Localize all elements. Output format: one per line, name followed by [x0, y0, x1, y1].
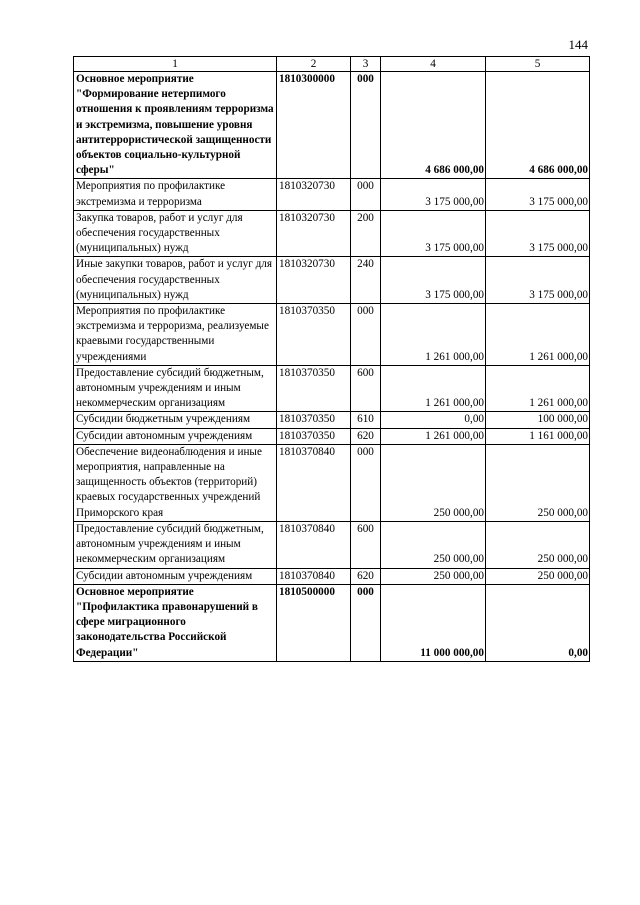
row-value-col5: 100 000,00 — [486, 412, 590, 428]
row-value-col5: 250 000,00 — [486, 521, 590, 568]
table-header-row — [74, 57, 590, 72]
row-name: Обеспечение видеонаблюдения и иные мероприятия, направленные на защищенность объектов (территорий) краевых государственных учреждений Приморского края — [74, 444, 277, 521]
row-code: 1810370350 — [277, 365, 351, 412]
row-subcode: 240 — [351, 257, 381, 304]
row-value-col4: 3 175 000,00 — [381, 257, 486, 304]
row-value-col5: 3 175 000,00 — [486, 179, 590, 210]
table-row — [74, 257, 590, 304]
table-row — [74, 179, 590, 210]
table-row — [74, 444, 590, 521]
row-code: 1810370350 — [277, 412, 351, 428]
row-value-col5: 250 000,00 — [486, 444, 590, 521]
row-value-col4: 4 686 000,00 — [381, 72, 486, 179]
table-row — [74, 568, 590, 584]
row-code: 1810370350 — [277, 428, 351, 444]
table-row — [74, 365, 590, 412]
header-col-1: 1 — [74, 57, 277, 72]
table-row — [74, 521, 590, 568]
row-value-col5: 3 175 000,00 — [486, 210, 590, 257]
header-col-3: 3 — [351, 57, 381, 72]
row-name: Мероприятия по профилактике экстремизма и терроризма — [74, 179, 277, 210]
row-subcode: 600 — [351, 521, 381, 568]
table-row — [74, 72, 590, 179]
table-row — [74, 304, 590, 366]
row-name: Субсидии автономным учреждениям — [74, 428, 277, 444]
row-value-col5: 1 261 000,00 — [486, 365, 590, 412]
row-name: Субсидии бюджетным учреждениям — [74, 412, 277, 428]
row-subcode: 000 — [351, 304, 381, 366]
row-subcode: 620 — [351, 428, 381, 444]
row-code: 1810320730 — [277, 257, 351, 304]
row-value-col4: 1 261 000,00 — [381, 428, 486, 444]
row-name: Предоставление субсидий бюджетным, автономным учреждениям и иным некоммерческим организациям — [74, 365, 277, 412]
row-value-col5: 1 161 000,00 — [486, 428, 590, 444]
row-value-col5: 1 261 000,00 — [486, 304, 590, 366]
row-value-col4: 3 175 000,00 — [381, 179, 486, 210]
table-row — [74, 412, 590, 428]
row-value-col4: 1 261 000,00 — [381, 365, 486, 412]
row-value-col5: 4 686 000,00 — [486, 72, 590, 179]
row-subcode: 000 — [351, 72, 381, 179]
row-name: Иные закупки товаров, работ и услуг для обеспечения государственных (муниципальных) нужд — [74, 257, 277, 304]
row-name: Предоставление субсидий бюджетным, автономным учреждениям и иным некоммерческим организациям — [74, 521, 277, 568]
row-value-col5: 250 000,00 — [486, 568, 590, 584]
row-subcode: 620 — [351, 568, 381, 584]
header-col-4: 4 — [381, 57, 486, 72]
row-value-col4: 250 000,00 — [381, 444, 486, 521]
row-value-col5: 0,00 — [486, 584, 590, 661]
row-subcode: 610 — [351, 412, 381, 428]
page-number: 144 — [568, 37, 588, 52]
row-value-col4: 11 000 000,00 — [381, 584, 486, 661]
table-row — [74, 428, 590, 444]
header-col-2: 2 — [277, 57, 351, 72]
row-name: Основное мероприятие "Формирование нетерпимого отношения к проявлениям терроризма и экстремизма, повышение уровня антитеррористической защищенности объектов социально-культурной сферы" — [74, 72, 277, 179]
row-value-col4: 0,00 — [381, 412, 486, 428]
row-code: 1810320730 — [277, 179, 351, 210]
row-subcode: 200 — [351, 210, 381, 257]
row-value-col4: 3 175 000,00 — [381, 210, 486, 257]
row-name: Закупка товаров, работ и услуг для обеспечения государственных (муниципальных) нужд — [74, 210, 277, 257]
row-name: Основное мероприятие "Профилактика правонарушений в сфере миграционного законодательства Российской Федерации" — [74, 584, 277, 661]
header-col-5: 5 — [486, 57, 590, 72]
row-subcode: 000 — [351, 584, 381, 661]
row-code: 1810500000 — [277, 584, 351, 661]
table-row — [74, 584, 590, 661]
row-code: 1810300000 — [277, 72, 351, 179]
row-value-col5: 3 175 000,00 — [486, 257, 590, 304]
table-row — [74, 210, 590, 257]
budget-table — [73, 56, 590, 662]
row-code: 1810370840 — [277, 521, 351, 568]
row-subcode: 000 — [351, 179, 381, 210]
row-code: 1810370840 — [277, 568, 351, 584]
row-value-col4: 1 261 000,00 — [381, 304, 486, 366]
row-value-col4: 250 000,00 — [381, 568, 486, 584]
row-code: 1810370840 — [277, 444, 351, 521]
row-name: Субсидии автономным учреждениям — [74, 568, 277, 584]
row-code: 1810320730 — [277, 210, 351, 257]
row-value-col4: 250 000,00 — [381, 521, 486, 568]
row-name: Мероприятия по профилактике экстремизма и терроризма, реализуемые краевыми государственными учреждениями — [74, 304, 277, 366]
row-code: 1810370350 — [277, 304, 351, 366]
row-subcode: 000 — [351, 444, 381, 521]
row-subcode: 600 — [351, 365, 381, 412]
